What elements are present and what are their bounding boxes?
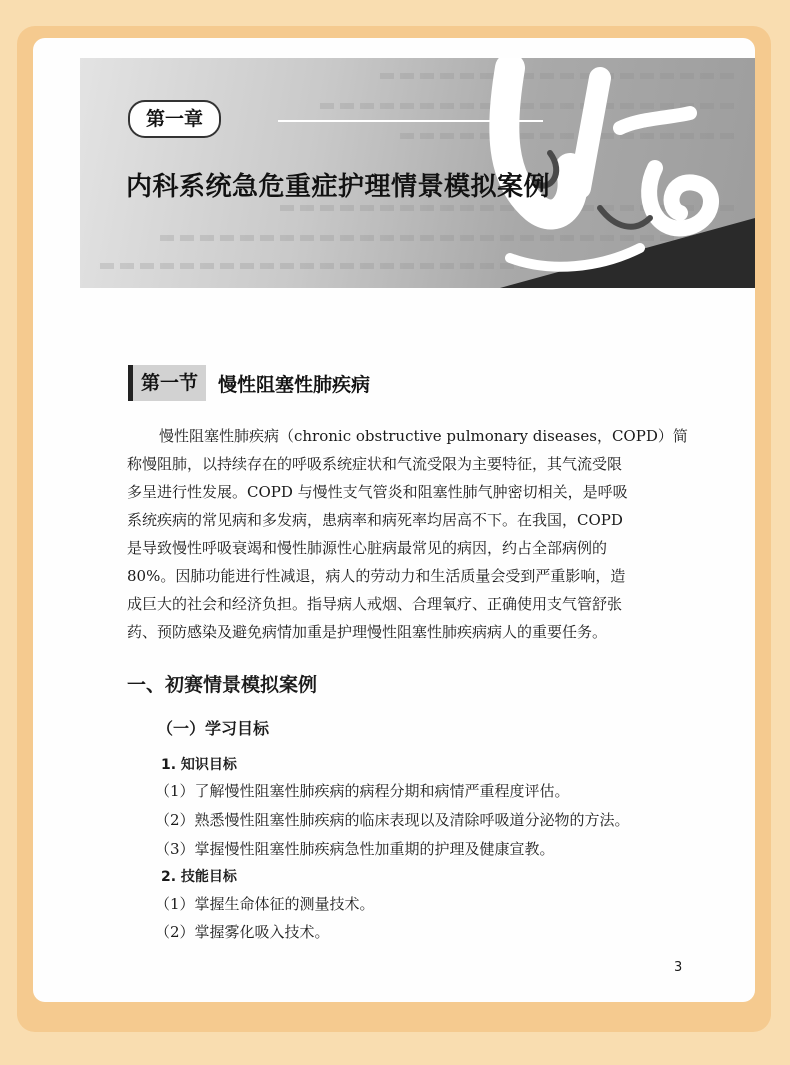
knowledge-goal-item: （1）了解慢性阻塞性肺疾病的病程分期和病情严重程度评估。	[155, 782, 570, 800]
skill-goal-item: （2）掌握雾化吸入技术。	[155, 923, 330, 941]
knowledge-goal-item: （2）熟悉慢性阻塞性肺疾病的临床表现以及清除呼吸道分泌物的方法。	[155, 811, 630, 829]
knowledge-goals-title: 1. 知识目标	[161, 757, 237, 773]
chapter-label: 第一章	[128, 100, 221, 138]
skill-goals-title: 2. 技能目标	[161, 869, 237, 885]
heading-level2: （一）学习目标	[157, 719, 270, 738]
section-title: 慢性阻塞性肺疾病	[218, 373, 371, 396]
chapter-title: 内科系统急危重症护理情景模拟案例	[126, 172, 551, 202]
knowledge-goal-item: （3）掌握慢性阻塞性肺疾病急性加重期的护理及健康宣教。	[155, 840, 555, 858]
skill-goal-item: （1）掌握生命体征的测量技术。	[155, 895, 375, 913]
section-tag: 第一节	[133, 365, 206, 401]
heading-level1: 一、初赛情景模拟案例	[127, 674, 318, 696]
chapter-banner	[80, 58, 755, 288]
intro-line: 系统疾病的常见病和多发病，患病率和病死率均居高不下。在我国，COPD	[127, 511, 623, 529]
intro-line: 多呈进行性发展。COPD 与慢性支气管炎和阻塞性肺气肿密切相关，是呼吸	[127, 483, 628, 501]
intro-line: 慢性阻塞性肺疾病（chronic obstructive pulmonary diseases，COPD）简	[159, 427, 688, 445]
intro-line: 80%。因肺功能进行性减退，病人的劳动力和生活质量会受到严重影响，造	[127, 567, 626, 585]
intro-line: 成巨大的社会和经济负担。指导病人戒烟、合理氧疗、正确使用支气管舒张	[127, 595, 623, 613]
intro-line: 是导致慢性呼吸衰竭和慢性肺源性心脏病最常见的病因，约占全部病例的	[127, 539, 608, 557]
intro-paragraph	[127, 422, 687, 646]
intro-line: 称慢阻肺，以持续存在的呼吸系统症状和气流受限为主要特征，其气流受限	[127, 455, 623, 473]
intro-line: 药、预防感染及避免病情加重是护理慢性阻塞性肺疾病病人的重要任务。	[127, 623, 608, 641]
section-heading	[128, 365, 370, 401]
page-number: 3	[674, 960, 683, 975]
chapter-rule	[278, 120, 543, 122]
book-page	[33, 38, 755, 1002]
